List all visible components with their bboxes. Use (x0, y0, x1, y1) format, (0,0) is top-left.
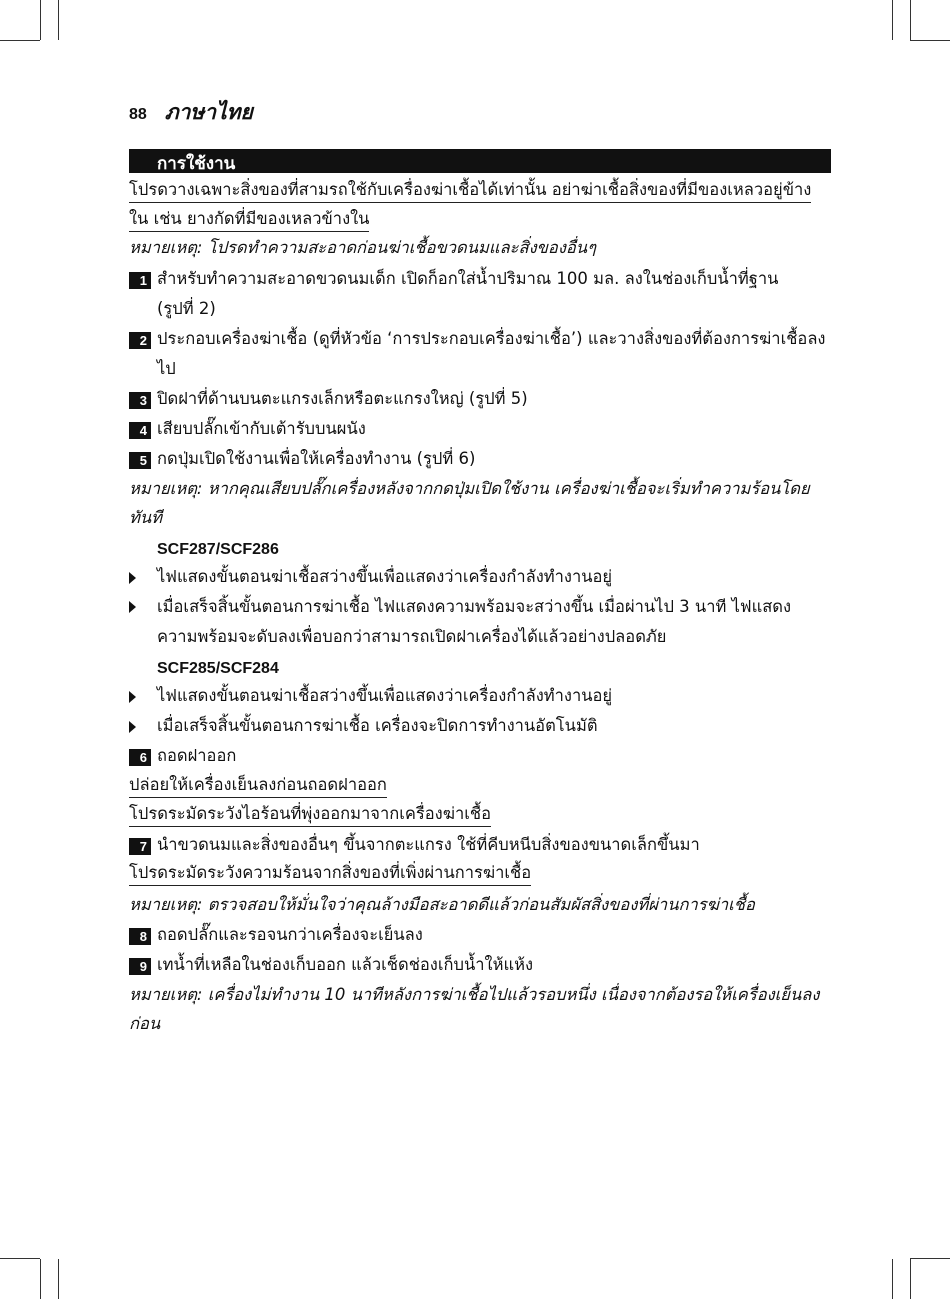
crop-mark (892, 1259, 893, 1299)
crop-mark (0, 40, 40, 41)
crop-mark (58, 0, 59, 40)
step-text: ไป (157, 359, 176, 378)
note-text: ก่อน (129, 1014, 161, 1033)
step-text: สำหรับทำความสะอาดขวดนมเด็ก เปิดก็อกใส่น้ำปริมาณ 100 มล. ลงในช่องเก็บน้ำที่ฐาน (157, 269, 779, 288)
step-number: 7 (129, 838, 151, 855)
bullet-icon (129, 721, 136, 733)
step-number: 9 (129, 958, 151, 975)
crop-mark (910, 1259, 911, 1299)
note-text: หมายเหตุ: ตรวจสอบให้มั่นใจว่าคุณล้างมือสะอาดดีแล้วก่อนสัมผัสสิ่งของที่ผ่านการฆ่าเชื้อ (129, 895, 755, 914)
crop-mark (892, 0, 893, 40)
bullet-icon (129, 572, 136, 584)
crop-mark (910, 1258, 950, 1259)
section-title: การใช้งาน (157, 154, 236, 174)
bullet-text: เมื่อเสร็จสิ้นขั้นตอนการฆ่าเชื้อ ไฟแสดงความพร้อมจะสว่างขึ้น เมื่อผ่านไป 3 นาที ไฟแสดง (157, 597, 792, 616)
step-text: กดปุ่มเปิดใช้งานเพื่อให้เครื่องทำงาน (รูปที่ 6) (157, 449, 476, 468)
step-number: 4 (129, 422, 151, 439)
bullet-icon (129, 691, 136, 703)
page-header (129, 96, 253, 129)
bullet-icon (129, 601, 136, 613)
step-number: 2 (129, 332, 151, 349)
step-number: 5 (129, 452, 151, 469)
warning-text: โปรดระมัดระวังความร้อนจากสิ่งของที่เพิ่งผ่านการฆ่าเชื้อ (129, 862, 531, 886)
crop-mark (0, 1258, 40, 1259)
bullet-text: เมื่อเสร็จสิ้นขั้นตอนการฆ่าเชื้อ เครื่องจะปิดการทำงานอัตโนมัติ (157, 716, 598, 735)
crop-mark (40, 0, 41, 40)
step-text: (รูปที่ 2) (157, 299, 216, 318)
step-text: เทน้ำที่เหลือในช่องเก็บออก แล้วเช็ดช่องเก็บน้ำให้แห้ง (157, 955, 534, 974)
step-text: ปิดฝาที่ด้านบนตะแกรงเล็กหรือตะแกรงใหญ่ (รูปที่ 5) (157, 389, 528, 408)
warning-text: ปล่อยให้เครื่องเย็นลงก่อนถอดฝาออก (129, 774, 387, 798)
bullet-text: ความพร้อมจะดับลงเพื่อบอกว่าสามารถเปิดฝาเครื่องได้แล้วอย่างปลอดภัย (157, 627, 667, 646)
bullet-text: ไฟแสดงขั้นตอนฆ่าเชื้อสว่างขึ้นเพื่อแสดงว่าเครื่องกำลังทำงานอยู่ (157, 686, 613, 705)
warning-text: ใน เช่น ยางกัดที่มีของเหลวข้างใน (129, 208, 369, 232)
section-heading (129, 149, 831, 173)
note-text: หมายเหตุ: หากคุณเสียบปลั๊กเครื่องหลังจากกดปุ่มเปิดใช้งาน เครื่องฆ่าเชื้อจะเริ่มทำความร้อนโดย (129, 479, 810, 498)
note-text: หมายเหตุ: เครื่องไม่ทำงาน 10 นาทีหลังการฆ่าเชื้อไปแล้วรอบหนึ่ง เนื่องจากต้องรอให้เครื่องเย็นลง (129, 985, 820, 1004)
crop-mark (58, 1259, 59, 1299)
warning-text: โปรดระมัดระวังไอร้อนที่พุ่งออกมาจากเครื่องฆ่าเชื้อ (129, 803, 491, 827)
step-text: ถอดฝาออก (157, 746, 237, 765)
crop-mark (910, 0, 911, 40)
step-text: เสียบปลั๊กเข้ากับเต้ารับบนผนัง (157, 419, 366, 438)
bullet-text: ไฟแสดงขั้นตอนฆ่าเชื้อสว่างขึ้นเพื่อแสดงว่าเครื่องกำลังทำงานอยู่ (157, 567, 613, 586)
step-number: 8 (129, 928, 151, 945)
crop-mark (910, 40, 950, 41)
step-number: 1 (129, 272, 151, 289)
model-heading: SCF287/SCF286 (157, 541, 279, 558)
step-number: 3 (129, 392, 151, 409)
language-title: ภาษาไทย (164, 100, 253, 124)
step-text: ถอดปลั๊กและรอจนกว่าเครื่องจะเย็นลง (157, 925, 423, 944)
warning-text: โปรดวางเฉพาะสิ่งของที่สามรถใช้กับเครื่องฆ่าเชื้อได้เท่านั้น อย่าฆ่าเชื้อสิ่งของที่มีของเหลวอยู่ข้าง (129, 179, 811, 203)
note-text: หมายเหตุ: โปรดทำความสะอาดก่อนฆ่าเชื้อขวดนมและสิ่งของอื่นๆ (129, 238, 596, 257)
step-number: 6 (129, 749, 151, 766)
step-text: ประกอบเครื่องฆ่าเชื้อ (ดูที่หัวข้อ ‘การประกอบเครื่องฆ่าเชื้อ’) และวางสิ่งของที่ต้องการฆ่าเชื้อลง (157, 329, 826, 348)
note-text: ทันที (129, 508, 163, 527)
page-number: 88 (129, 106, 147, 123)
step-text: นำขวดนมและสิ่งของอื่นๆ ขึ้นจากตะแกรง ใช้ที่คีบหนีบสิ่งของขนาดเล็กขึ้นมา (157, 835, 700, 854)
crop-mark (40, 1259, 41, 1299)
model-heading: SCF285/SCF284 (157, 660, 279, 677)
